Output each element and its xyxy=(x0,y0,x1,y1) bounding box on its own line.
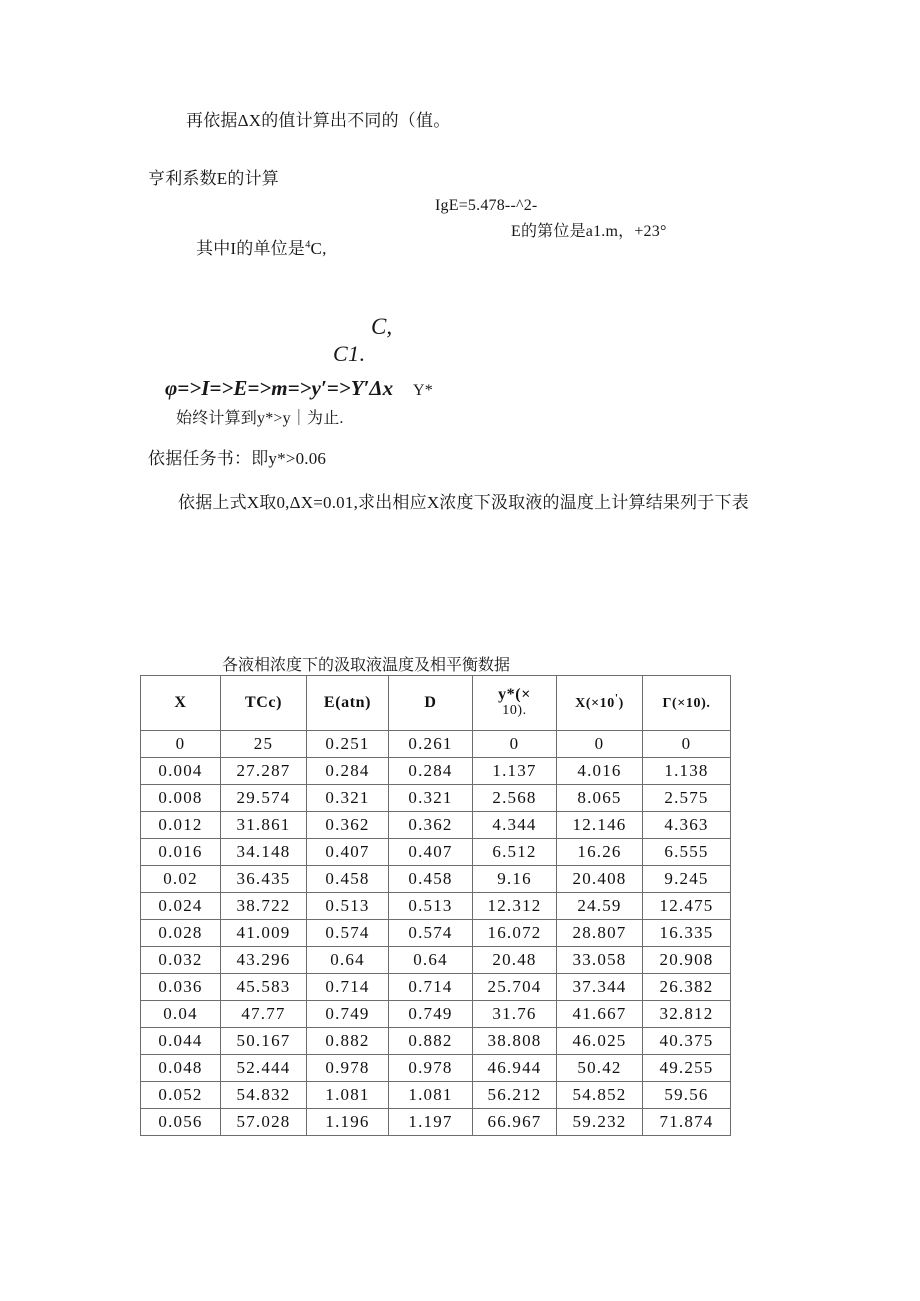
table-cell-ystar: 20.48 xyxy=(473,947,557,974)
table-cell-D: 0.749 xyxy=(389,1001,473,1028)
table-cell-ystar: 16.072 xyxy=(473,920,557,947)
table-cell-Gamma: 2.575 xyxy=(643,785,731,812)
table-cell-E: 0.714 xyxy=(307,974,389,1001)
table-cell-ystar: 12.312 xyxy=(473,893,557,920)
unit-of-i-superscript: 4 xyxy=(305,239,311,251)
table-cell-Xs: 37.344 xyxy=(557,974,643,1001)
table-cell-Gamma: 6.555 xyxy=(643,839,731,866)
table-cell-ystar: 9.16 xyxy=(473,866,557,893)
paragraph-delta-x: 再依据ΔX的值计算出不同的（值。 xyxy=(186,111,451,130)
table-row xyxy=(141,839,731,866)
table-row xyxy=(141,920,731,947)
table-cell-E: 0.64 xyxy=(307,947,389,974)
paragraph-table-conclusion: 依据上式X取0,ΔX=0.01,求出相应X浓度下汲取液的温度上计算结果列于下表 xyxy=(178,493,749,512)
table-cell-Gamma: 4.363 xyxy=(643,812,731,839)
table-cell-X: 0.048 xyxy=(141,1055,221,1082)
column-header-y-star-line2: 10). xyxy=(502,703,527,719)
column-header-temperature: TCc) xyxy=(221,676,307,731)
table-cell-T: 52.444 xyxy=(221,1055,307,1082)
table-cell-E: 0.321 xyxy=(307,785,389,812)
table-row xyxy=(141,947,731,974)
table-cell-T: 36.435 xyxy=(221,866,307,893)
table-cell-Xs: 54.852 xyxy=(557,1082,643,1109)
table-cell-X: 0 xyxy=(141,731,221,758)
paragraph-henry-coefficient-heading: 亨利系数E的计算 xyxy=(148,169,279,188)
column-header-gamma-scaled xyxy=(643,676,731,731)
table-row xyxy=(141,812,731,839)
table-cell-Xs: 50.42 xyxy=(557,1055,643,1082)
table-cell-T: 50.167 xyxy=(221,1028,307,1055)
column-header-d: D xyxy=(389,676,473,731)
table-row xyxy=(141,1028,731,1055)
table-cell-ystar: 4.344 xyxy=(473,812,557,839)
table-cell-D: 1.081 xyxy=(389,1082,473,1109)
formula-transformation-chain: C1. xyxy=(333,341,366,366)
table-cell-D: 0.321 xyxy=(389,785,473,812)
table-row xyxy=(141,893,731,920)
table-cell-Gamma: 71.874 xyxy=(643,1109,731,1136)
table-cell-D: 1.197 xyxy=(389,1109,473,1136)
column-header-x: X xyxy=(141,676,221,731)
table-header-row xyxy=(141,676,731,731)
table-cell-X: 0.02 xyxy=(141,866,221,893)
table-cell-X: 0.04 xyxy=(141,1001,221,1028)
table-cell-Gamma: 16.335 xyxy=(643,920,731,947)
formula-lge: IgE=5.478--^2- xyxy=(435,197,538,214)
table-cell-X: 0.052 xyxy=(141,1082,221,1109)
table-cell-D: 0.362 xyxy=(389,812,473,839)
table-cell-Xs: 33.058 xyxy=(557,947,643,974)
table-cell-T: 38.722 xyxy=(221,893,307,920)
table-row xyxy=(141,866,731,893)
c1-label: C, xyxy=(371,314,393,339)
table-cell-Xs: 4.016 xyxy=(557,758,643,785)
table-cell-D: 0.978 xyxy=(389,1055,473,1082)
column-header-x-scaled-superscript: ' xyxy=(614,692,619,705)
table-row xyxy=(141,1082,731,1109)
table-cell-D: 0.882 xyxy=(389,1028,473,1055)
table-cell-ystar: 6.512 xyxy=(473,839,557,866)
table-cell-E: 0.513 xyxy=(307,893,389,920)
table-row xyxy=(141,785,731,812)
column-header-y-star xyxy=(473,676,557,731)
table-cell-X: 0.024 xyxy=(141,893,221,920)
table-cell-E: 0.362 xyxy=(307,812,389,839)
table-cell-Xs: 24.59 xyxy=(557,893,643,920)
table-cell-ystar: 38.808 xyxy=(473,1028,557,1055)
table-cell-ystar: 2.568 xyxy=(473,785,557,812)
table-cell-Xs: 12.146 xyxy=(557,812,643,839)
table-cell-E: 0.251 xyxy=(307,731,389,758)
table-cell-E: 0.978 xyxy=(307,1055,389,1082)
table-cell-Gamma: 59.56 xyxy=(643,1082,731,1109)
table-cell-Xs: 20.408 xyxy=(557,866,643,893)
table-cell-Gamma: 40.375 xyxy=(643,1028,731,1055)
table-cell-Gamma: 12.475 xyxy=(643,893,731,920)
column-header-e-atn: E(atn) xyxy=(307,676,389,731)
table-cell-ystar: 25.704 xyxy=(473,974,557,1001)
table-cell-X: 0.056 xyxy=(141,1109,221,1136)
table-cell-D: 0.64 xyxy=(389,947,473,974)
table-cell-Xs: 46.025 xyxy=(557,1028,643,1055)
table-cell-T: 34.148 xyxy=(221,839,307,866)
table-cell-ystar: 31.76 xyxy=(473,1001,557,1028)
table-cell-T: 54.832 xyxy=(221,1082,307,1109)
table-cell-X: 0.016 xyxy=(141,839,221,866)
table-cell-E: 0.882 xyxy=(307,1028,389,1055)
table-cell-X: 0.036 xyxy=(141,974,221,1001)
table-cell-T: 31.861 xyxy=(221,812,307,839)
table-cell-X: 0.028 xyxy=(141,920,221,947)
table-cell-X: 0.008 xyxy=(141,785,221,812)
table-cell-D: 0.458 xyxy=(389,866,473,893)
column-header-gamma-base: Γ(×10 xyxy=(662,695,702,711)
table-cell-ystar: 66.967 xyxy=(473,1109,557,1136)
column-header-gamma-tail: ). xyxy=(701,695,711,711)
column-header-x-scaled-tail: ) xyxy=(618,695,624,711)
table-cell-Xs: 16.26 xyxy=(557,839,643,866)
table-cell-Xs: 0 xyxy=(557,731,643,758)
table-row xyxy=(141,974,731,1001)
table-caption: 各液相浓度下的汲取液温度及相平衡数据 xyxy=(222,657,511,674)
column-header-x-scaled-base: X(×10 xyxy=(575,695,615,711)
table-row xyxy=(141,731,731,758)
table-body xyxy=(141,731,731,1136)
table-cell-E: 1.081 xyxy=(307,1082,389,1109)
table-cell-E: 1.196 xyxy=(307,1109,389,1136)
table-cell-Gamma: 26.382 xyxy=(643,974,731,1001)
table-row xyxy=(141,758,731,785)
table-cell-E: 0.407 xyxy=(307,839,389,866)
column-header-y-star-line1: y*(× xyxy=(498,686,531,704)
table-cell-E: 0.574 xyxy=(307,920,389,947)
table-cell-Gamma: 0 xyxy=(643,731,731,758)
table-cell-Gamma: 49.255 xyxy=(643,1055,731,1082)
table-cell-X: 0.032 xyxy=(141,947,221,974)
table-cell-Xs: 28.807 xyxy=(557,920,643,947)
table-cell-Gamma: 9.245 xyxy=(643,866,731,893)
table-row xyxy=(141,1055,731,1082)
table-cell-D: 0.284 xyxy=(389,758,473,785)
paragraph-iteration-condition: Y* xyxy=(413,382,433,399)
table-cell-ystar: 46.944 xyxy=(473,1055,557,1082)
table-cell-Xs: 8.065 xyxy=(557,785,643,812)
table-cell-Xs: 59.232 xyxy=(557,1109,643,1136)
table-cell-ystar: 0 xyxy=(473,731,557,758)
paragraph-calculation-basis: 依据任务书：即y*>0.06 xyxy=(148,449,327,468)
paragraph-task-requirement: 始终计算到y*>y｜为止. xyxy=(176,410,344,427)
table-cell-T: 41.009 xyxy=(221,920,307,947)
table-cell-T: 57.028 xyxy=(221,1109,307,1136)
column-header-x-scaled xyxy=(557,676,643,731)
table-cell-T: 43.296 xyxy=(221,947,307,974)
formula-unit-note: E的第位是a1.m，+23° xyxy=(511,223,667,240)
table-cell-T: 27.287 xyxy=(221,758,307,785)
table-cell-ystar: 1.137 xyxy=(473,758,557,785)
table-cell-T: 25 xyxy=(221,731,307,758)
table-cell-Gamma: 1.138 xyxy=(643,758,731,785)
table-cell-Gamma: 20.908 xyxy=(643,947,731,974)
table-cell-Gamma: 32.812 xyxy=(643,1001,731,1028)
table-cell-D: 0.574 xyxy=(389,920,473,947)
unit-of-i-prefix: 其中I的单位是 xyxy=(196,239,306,258)
table-cell-E: 0.749 xyxy=(307,1001,389,1028)
equilibrium-data-table xyxy=(140,675,731,1136)
table-cell-X: 0.012 xyxy=(141,812,221,839)
table-cell-D: 0.261 xyxy=(389,731,473,758)
label-y-star: φ=>I=>E=>m=>y′=>Y′Δx xyxy=(165,376,394,400)
table-cell-X: 0.044 xyxy=(141,1028,221,1055)
table-cell-D: 0.407 xyxy=(389,839,473,866)
table-cell-T: 29.574 xyxy=(221,785,307,812)
paragraph-unit-of-i xyxy=(196,238,327,259)
table-cell-D: 0.513 xyxy=(389,893,473,920)
table-cell-E: 0.458 xyxy=(307,866,389,893)
table-cell-Xs: 41.667 xyxy=(557,1001,643,1028)
table-cell-D: 0.714 xyxy=(389,974,473,1001)
table-row xyxy=(141,1001,731,1028)
table-cell-X: 0.004 xyxy=(141,758,221,785)
table-cell-T: 47.77 xyxy=(221,1001,307,1028)
table-cell-ystar: 56.212 xyxy=(473,1082,557,1109)
unit-of-i-suffix: C, xyxy=(310,239,327,258)
table-row xyxy=(141,1109,731,1136)
table-cell-E: 0.284 xyxy=(307,758,389,785)
table-cell-T: 45.583 xyxy=(221,974,307,1001)
